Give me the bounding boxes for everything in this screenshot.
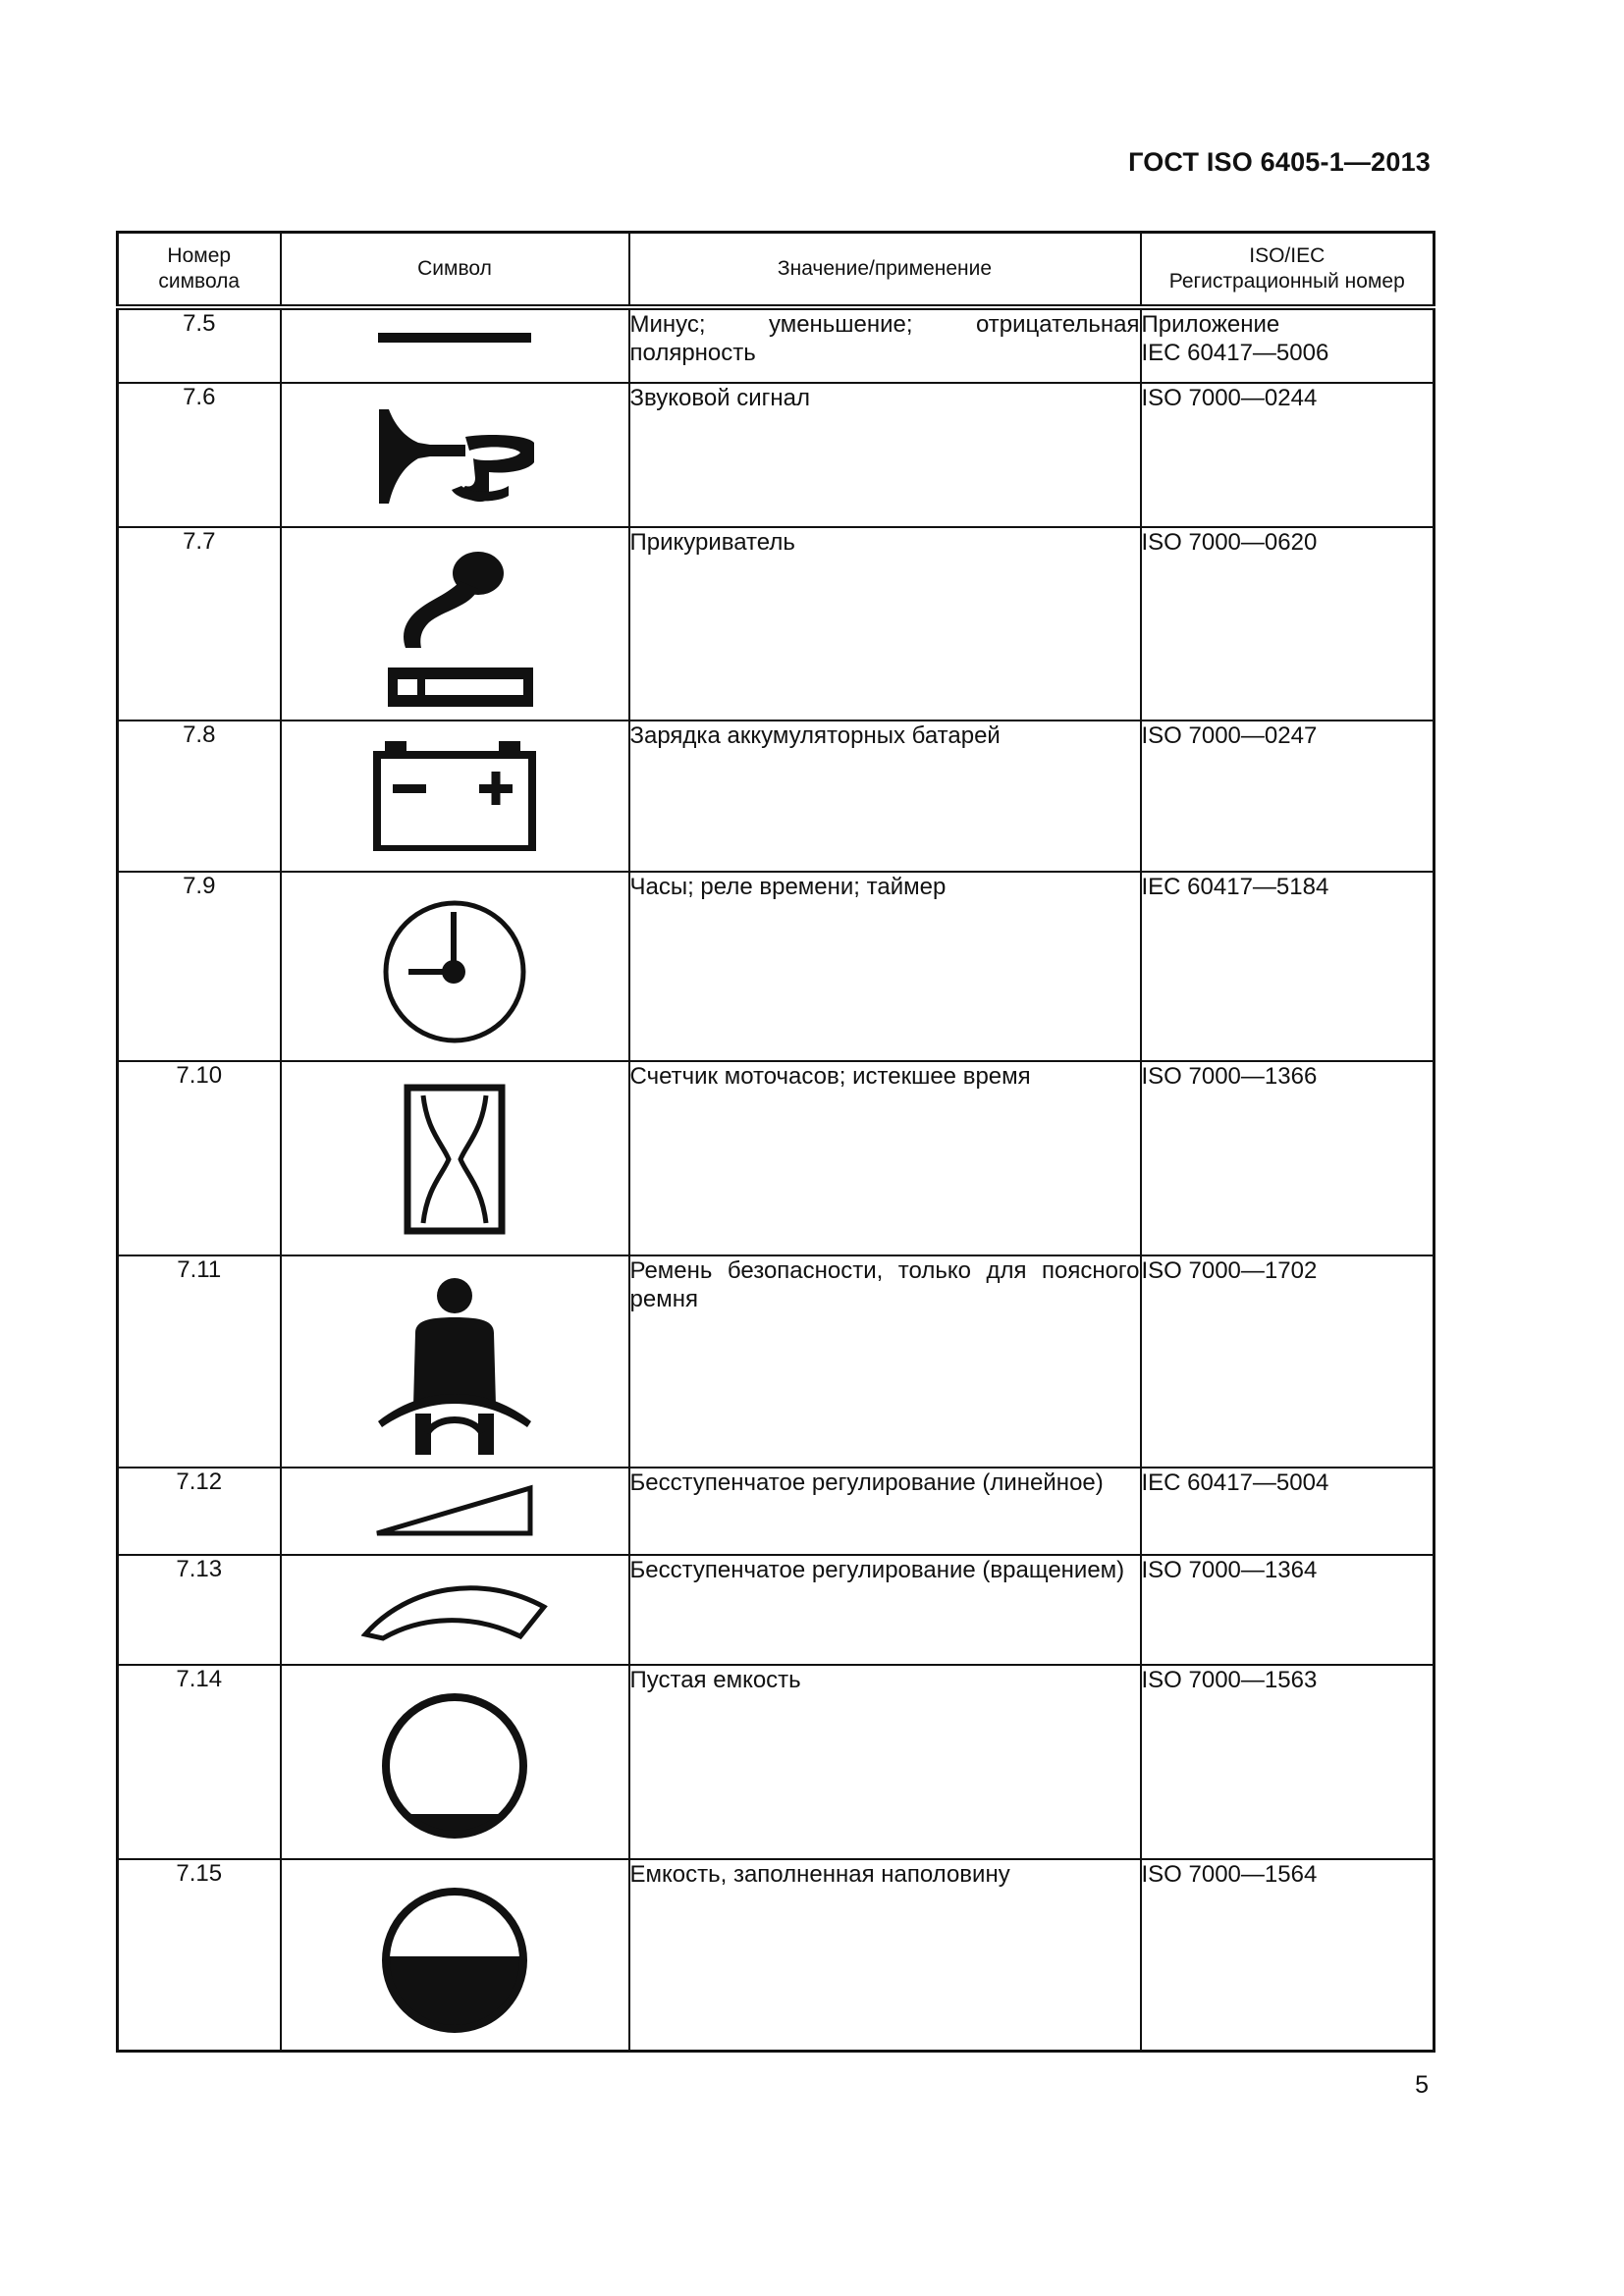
registration-number: ISO 7000—0620 xyxy=(1141,527,1435,721)
symbol-cell xyxy=(281,1468,629,1555)
symbol-number: 7.8 xyxy=(118,721,281,872)
table-row xyxy=(118,527,1435,721)
minus-icon xyxy=(376,330,533,346)
symbol-number: 7.12 xyxy=(118,1468,281,1555)
registration-number: ISO 7000—1702 xyxy=(1141,1255,1435,1468)
symbol-meaning: Бесступенчатое регулирование (линейное) xyxy=(629,1468,1141,1555)
linear-adjustment-icon xyxy=(373,1484,536,1539)
registration-number: ISO 7000—1364 xyxy=(1141,1555,1435,1665)
symbol-meaning: Ремень безопасности, только для поясного ремня xyxy=(629,1255,1141,1468)
symbols-table xyxy=(116,231,1435,2053)
symbol-cell xyxy=(281,527,629,721)
symbol-meaning: Пустая емкость xyxy=(629,1665,1141,1859)
symbol-meaning: Прикуриватель xyxy=(629,527,1141,721)
table-header-row xyxy=(118,233,1435,308)
clock-icon xyxy=(381,898,528,1045)
container-empty-icon xyxy=(380,1691,529,1841)
table-row xyxy=(118,1061,1435,1255)
table-row xyxy=(118,383,1435,527)
symbol-meaning: Емкость, заполненная наполовину xyxy=(629,1859,1141,2051)
symbol-cell xyxy=(281,1859,629,2051)
symbol-number: 7.13 xyxy=(118,1555,281,1665)
symbol-cell xyxy=(281,1555,629,1665)
symbol-number: 7.5 xyxy=(118,307,281,383)
symbol-cell xyxy=(281,383,629,527)
symbol-meaning: Минус; уменьшение; отрицательная полярность xyxy=(629,307,1141,383)
battery-charging-icon xyxy=(373,741,536,851)
registration-number: ISO 7000—0244 xyxy=(1141,383,1435,527)
symbol-meaning: Зарядка аккумуляторных батарей xyxy=(629,721,1141,872)
header-meaning: Значение/применение xyxy=(629,233,1141,308)
registration-number: ISO 7000—0247 xyxy=(1141,721,1435,872)
hourglass-icon xyxy=(404,1084,506,1235)
symbol-cell xyxy=(281,721,629,872)
table-row xyxy=(118,872,1435,1061)
table-row xyxy=(118,1255,1435,1468)
header-symbol: Символ xyxy=(281,233,629,308)
table-row xyxy=(118,1555,1435,1665)
lap-seat-belt-icon xyxy=(376,1276,533,1455)
symbol-cell xyxy=(281,1061,629,1255)
registration-number: Приложение IEC 60417—5006 xyxy=(1141,307,1435,383)
horn-icon xyxy=(371,401,538,507)
symbol-cell xyxy=(281,872,629,1061)
cigar-lighter-icon xyxy=(376,546,533,707)
symbol-number: 7.9 xyxy=(118,872,281,1061)
document-standard-number: ГОСТ ISO 6405-1—2013 xyxy=(1128,147,1431,177)
registration-number: ISO 7000—1563 xyxy=(1141,1665,1435,1859)
symbol-meaning: Часы; реле времени; таймер xyxy=(629,872,1141,1061)
registration-number: IEC 60417—5184 xyxy=(1141,872,1435,1061)
rotary-adjustment-icon xyxy=(361,1575,548,1642)
symbol-cell xyxy=(281,1255,629,1468)
registration-number: ISO 7000—1564 xyxy=(1141,1859,1435,2051)
page-number: 5 xyxy=(1415,2071,1429,2099)
symbol-number: 7.6 xyxy=(118,383,281,527)
symbol-cell xyxy=(281,307,629,383)
symbol-number: 7.11 xyxy=(118,1255,281,1468)
symbol-meaning: Бесступенчатое регулирование (вращением) xyxy=(629,1555,1141,1665)
table-row xyxy=(118,1859,1435,2051)
table-row xyxy=(118,1665,1435,1859)
header-registration: ISO/IEC Регистрационный номер xyxy=(1141,233,1435,308)
table-row xyxy=(118,1468,1435,1555)
symbol-meaning: Звуковой сигнал xyxy=(629,383,1141,527)
table-row xyxy=(118,307,1435,383)
symbol-number: 7.7 xyxy=(118,527,281,721)
symbol-cell xyxy=(281,1665,629,1859)
symbol-meaning: Счетчик моточасов; истекшее время xyxy=(629,1061,1141,1255)
symbol-number: 7.15 xyxy=(118,1859,281,2051)
registration-number: ISO 7000—1366 xyxy=(1141,1061,1435,1255)
symbol-number: 7.10 xyxy=(118,1061,281,1255)
header-number: Номер символа xyxy=(118,233,281,308)
registration-number: IEC 60417—5004 xyxy=(1141,1468,1435,1555)
container-half-full-icon xyxy=(380,1886,529,2035)
table-row xyxy=(118,721,1435,872)
symbol-number: 7.14 xyxy=(118,1665,281,1859)
